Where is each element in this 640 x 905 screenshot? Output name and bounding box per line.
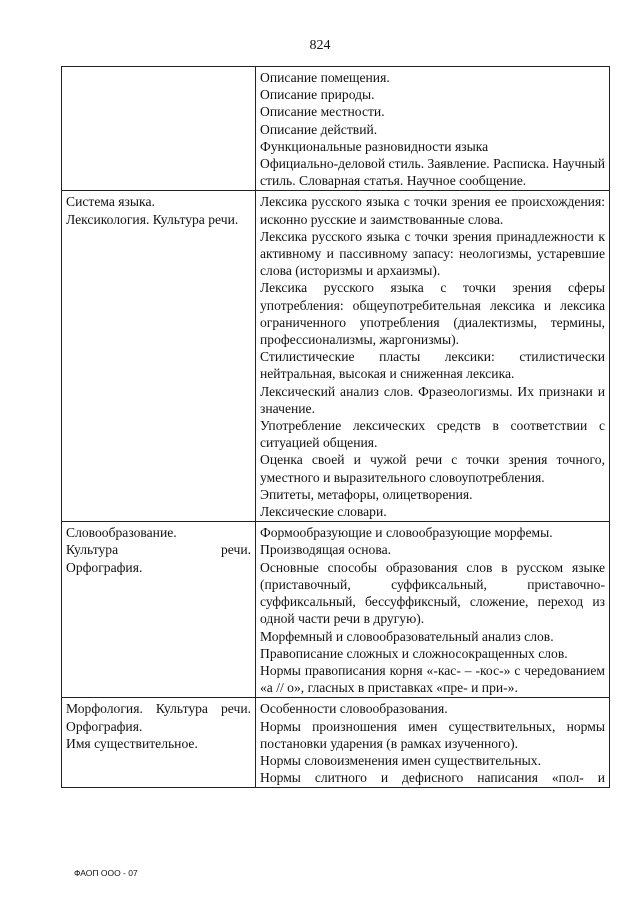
- content-line: Морфемный и словообразовательный анализ слов.: [260, 628, 554, 644]
- content-line: Функциональные разновидности языка: [260, 138, 489, 154]
- topic-line: Лексикология. Культура речи.: [66, 211, 239, 227]
- content-cell: [256, 698, 610, 788]
- content-line: Основные способы образования слов в русском языке (приставочный, суффиксальный, приставочно-суффиксальный, бессуффиксный, сложение, переход из одной части речи в другую).: [260, 559, 605, 627]
- topic-line: Имя существительное.: [66, 735, 198, 751]
- page-number: 824: [309, 38, 331, 53]
- content-line: Описание помещения.: [260, 70, 390, 85]
- content-line: Оценка своей и чужой речи с точки зрения точного, уместного и выразительного словоупотребления.: [260, 452, 605, 485]
- content-line: Употребление лексических средств в соответствии с ситуацией общения.: [260, 418, 605, 451]
- content-line: Правописание сложных и сложносокращенных слов.: [260, 645, 568, 661]
- content-line: Формообразующие и словообразующие морфемы.: [260, 525, 553, 541]
- table-row: [62, 67, 610, 191]
- table-row: [62, 698, 610, 788]
- content-line: Описание действий.: [260, 121, 378, 137]
- content-line: Описание местности.: [260, 104, 385, 120]
- content-cell: [256, 67, 610, 191]
- content-line: Лексические словари.: [260, 504, 387, 520]
- table-row: [62, 191, 610, 522]
- content-line: Стилистические пласты лексики: стилистически нейтральная, высокая и сниженная лексика.: [260, 349, 605, 382]
- topic-cell: [62, 191, 256, 522]
- content-line: Нормы произношения имен существительных, нормы постановки ударения (в рамках изученного).: [260, 718, 605, 751]
- content-line: Нормы правописания корня «-кас- – -кос-» с чередованием «а // о», гласных в приставках «пре- и при-».: [260, 662, 605, 696]
- topic-cell: [62, 698, 256, 788]
- content-line: Описание природы.: [260, 87, 375, 103]
- topic-line: Орфография.: [66, 559, 143, 575]
- topic-cell: [62, 67, 256, 191]
- topic-line: Словообразование.: [66, 525, 177, 541]
- content-line: Лексический анализ слов. Фразеологизмы. Их признаки и значение.: [260, 383, 605, 416]
- content-line: Лексика русского языка с точки зрения принадлежности к активному и пассивному запасу: неологизмы, устаревшие слова (историзмы и архаизмы).: [260, 228, 605, 279]
- content-line: Особенности словообразования.: [260, 701, 448, 717]
- topic-line: Культура речи.: [66, 542, 251, 558]
- topic-line: Морфология. Культура речи. Орфография.: [66, 701, 251, 734]
- content-line: Лексика русского языка с точки зрения ее происхождения: исконно русские и заимствованные слова.: [260, 194, 605, 227]
- topic-cell: [62, 522, 256, 698]
- curriculum-table: [61, 66, 610, 788]
- content-line: Лексика русского языка с точки зрения сферы употребления: общеупотребительная лексика и лексика ограниченного употребления (диалектизмы, термины, профессионализмы, жаргонизмы).: [260, 280, 605, 348]
- content-cell: [256, 522, 610, 698]
- table-row: [62, 522, 610, 698]
- content-line: Эпитеты, метафоры, олицетворения.: [260, 486, 473, 502]
- content-line: Нормы словоизменения имен существительных.: [260, 752, 541, 768]
- content-cell: [256, 191, 610, 522]
- content-line: Нормы слитного и дефисного написания «пол- и: [260, 770, 605, 786]
- footer-code: ФАОП ООО - 07: [74, 868, 138, 878]
- topic-line: Система языка.: [66, 194, 155, 210]
- content-line: Официально-деловой стиль. Заявление. Расписка. Научный стиль. Словарная статья. Научное сообщение.: [260, 156, 605, 189]
- content-line: Производящая основа.: [260, 542, 392, 558]
